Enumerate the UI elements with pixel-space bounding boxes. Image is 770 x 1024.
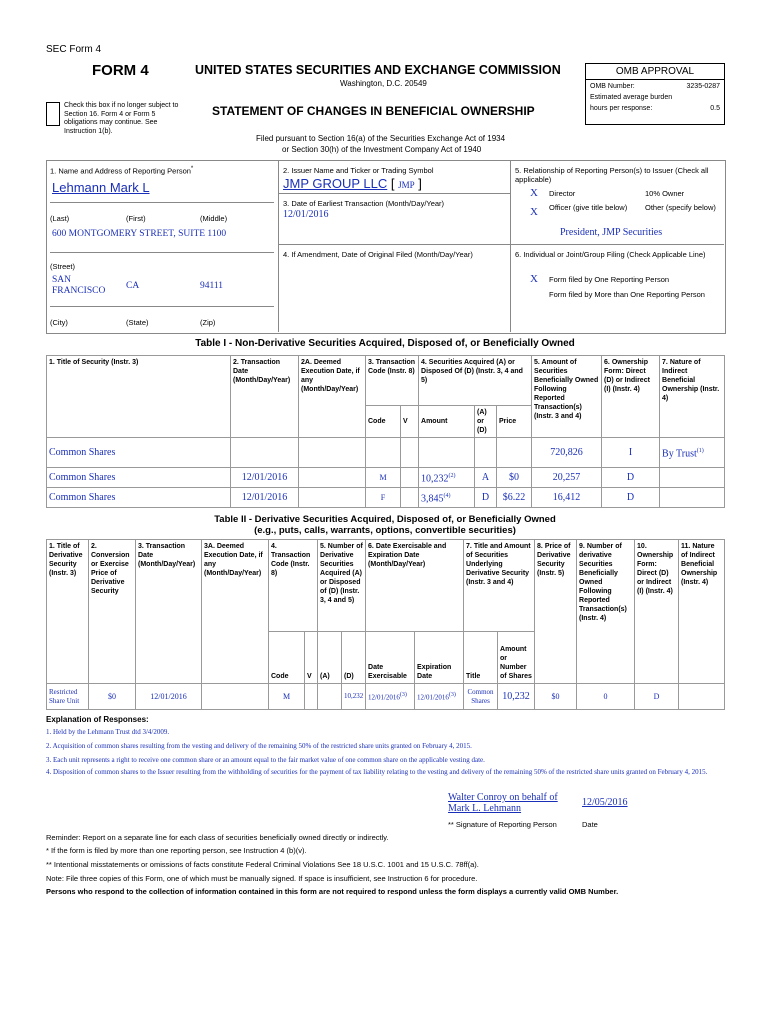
statement-title: STATEMENT OF CHANGES IN BENEFICIAL OWNERSHIP bbox=[212, 104, 535, 118]
issuer[interactable]: JMP GROUP LLC [ JMP ] bbox=[283, 176, 422, 191]
officer-title: President, JMP Securities bbox=[560, 227, 663, 238]
t2-sub-code: Code bbox=[269, 632, 305, 684]
t1-sub-v: V bbox=[401, 406, 419, 438]
t2-r0-price: $0 bbox=[89, 684, 136, 710]
signature-label: ** Signature of Reporting Person bbox=[448, 820, 557, 829]
t2-h-owned: 9. Number of derivative Securities Beneficially Owned Following Reported Transaction(s) (Instr. 4) bbox=[577, 540, 635, 684]
t1-r2-amount: 3,845$^{(4)}$ bbox=[419, 488, 475, 508]
t2-sub-title: Title bbox=[464, 632, 498, 684]
box5-label: 5. Relationship of Reporting Person(s) to Issuer (Check all applicable) bbox=[515, 166, 709, 184]
t2-r0-date: 12/01/2016 bbox=[136, 684, 202, 710]
omb-title: OMB APPROVAL bbox=[586, 64, 724, 80]
t1-r2-ad: D bbox=[475, 488, 497, 508]
director-label: Director bbox=[549, 189, 576, 198]
footer-line-4: Persons who respond to the collection of information contained in this form are not required to respond unless the form displays a currently valid OMB Number. bbox=[46, 887, 619, 896]
officer-check[interactable]: X bbox=[530, 206, 538, 218]
t1-r1-date: 12/01/2016 bbox=[231, 468, 299, 488]
t2-h-form: 10. Ownership Form: Direct (D) or Indirect (I) (Instr. 4) bbox=[635, 540, 679, 684]
location: Washington, D.C. 20549 bbox=[340, 79, 427, 88]
t1-r1-form: D bbox=[602, 468, 660, 488]
t2-h-price: 8. Price of Derivative Security (Instr. 5) bbox=[535, 540, 577, 684]
t2-h-underlying: 7. Title and Amount of Securities Underlying Derivative Security (Instr. 3 and 4) bbox=[464, 540, 535, 632]
t2-h-deemed: 3A. Deemed Execution Date, if any (Month/Day/Year) bbox=[202, 540, 269, 684]
t1-r0-price bbox=[497, 438, 532, 468]
state-value: CA bbox=[126, 281, 140, 291]
t2-h-exercisable: 6. Date Exercisable and Expiration Date (Month/Day/Year) bbox=[366, 540, 464, 632]
table-row bbox=[47, 468, 725, 488]
one-person-label: Form filed by One Reporting Person bbox=[549, 275, 670, 284]
t2-sub-exp: Expiration Date bbox=[415, 632, 464, 684]
t1-r2-price: $6.22 bbox=[497, 488, 532, 508]
first-label: (First) bbox=[126, 214, 146, 223]
t2-r0-title: Restricted Share Unit bbox=[47, 684, 89, 710]
t2-h-date: 3. Transaction Date (Month/Day/Year) bbox=[136, 540, 202, 684]
t1-h-title: 1. Title of Security (Instr. 3) bbox=[47, 356, 231, 438]
filed-line-1: Filed pursuant to Section 16(a) of the Securities Exchange Act of 1934 bbox=[256, 134, 506, 143]
t1-sub-ad: (A) or (D) bbox=[475, 406, 497, 438]
t2-r0-form: D bbox=[635, 684, 679, 710]
omb-number: 3235-0287 bbox=[686, 83, 720, 90]
t1-sub-price: Price bbox=[497, 406, 532, 438]
t1-r2-title: Common Shares bbox=[47, 488, 231, 508]
middle-label: (Middle) bbox=[200, 214, 228, 223]
t1-h-date: 2. Transaction Date (Month/Day/Year) bbox=[231, 356, 299, 438]
t1-r0-nature: By Trust$^{(1)}$ bbox=[660, 438, 725, 468]
t2-h-nature: 11. Nature of Indirect Beneficial Ownership (Instr. 4) bbox=[679, 540, 725, 684]
earliest-date: 12/01/2016 bbox=[283, 209, 329, 220]
t2-h-conversion: 2. Conversion or Exercise Price of Derivative Security bbox=[89, 540, 136, 684]
t2-sub-v: V bbox=[305, 632, 318, 684]
t1-h-nature: 7. Nature of Indirect Beneficial Ownership (Instr. 4) bbox=[660, 356, 725, 438]
more-person-label: Form filed by More than One Reporting Person bbox=[549, 290, 705, 299]
state-label: (State) bbox=[126, 318, 149, 327]
omb-box bbox=[585, 63, 725, 125]
table1-title: Table I - Non-Derivative Securities Acquired, Disposed of, or Beneficially Owned bbox=[195, 338, 575, 349]
box4-label: 4. If Amendment, Date of Original Filed (Month/Day/Year) bbox=[283, 250, 473, 259]
other-label: Other (specify below) bbox=[645, 203, 716, 212]
t1-sub-code: Code bbox=[366, 406, 401, 438]
footnote-3: 3. Each unit represents a right to receive one common share or an amount equal to the fair market value of one common share on the applicable vesting date. bbox=[46, 756, 485, 764]
signature-name: Walter Conroy on behalf of Mark L. Lehmann bbox=[448, 792, 558, 814]
reminder: Reminder: Report on a separate line for each class of securities beneficially owned directly or indirectly. bbox=[46, 833, 389, 842]
city-value: SAN FRANCISCO bbox=[52, 275, 106, 296]
street-value: 600 MONTGOMERY STREET, SUITE 1100 bbox=[52, 229, 227, 239]
t1-r1-nature bbox=[660, 468, 725, 488]
derivative-table bbox=[46, 539, 725, 710]
commission-title: UNITED STATES SECURITIES AND EXCHANGE COMMISSION bbox=[195, 63, 561, 77]
t1-h-securities: 4. Securities Acquired (A) or Disposed Of (D) (Instr. 3, 4 and 5) bbox=[419, 356, 532, 406]
t1-r2-form: D bbox=[602, 488, 660, 508]
t1-r2-code: F bbox=[366, 488, 401, 508]
t1-r0-title: Common Shares bbox=[47, 438, 231, 468]
t1-h-code: 3. Transaction Code (Instr. 8) bbox=[366, 356, 419, 406]
form-title: FORM 4 bbox=[92, 62, 149, 79]
director-check[interactable]: X bbox=[530, 187, 538, 199]
officer-label: Officer (give title below) bbox=[549, 203, 628, 212]
t1-r1-ad: A bbox=[475, 468, 497, 488]
t2-sub-amt: Amount or Number of Shares bbox=[498, 632, 535, 684]
explanation-title: Explanation of Responses: bbox=[46, 715, 149, 724]
t1-r2-nature bbox=[660, 488, 725, 508]
sec-form-label: SEC Form 4 bbox=[46, 44, 102, 55]
t1-r0-form: I bbox=[602, 438, 660, 468]
owner-label: 10% Owner bbox=[645, 189, 685, 198]
t1-r0-amount bbox=[419, 438, 475, 468]
t1-h-ownership: 6. Ownership Form: Direct (D) or Indirect (I) (Instr. 4) bbox=[602, 356, 660, 438]
t1-r1-price: $0 bbox=[497, 468, 532, 488]
footer-line-2: ** Intentional misstatements or omissions of facts constitute Federal Criminal Violations See 18 U.S.C. 1001 and 15 U.S.C. 78ff(a). bbox=[46, 860, 479, 869]
city-label: (City) bbox=[50, 318, 68, 327]
footnote-2: 2. Acquisition of common shares resulting from the vesting and delivery of the remaining 50% of the restricted share units granted on February 4, 2015. bbox=[46, 742, 472, 750]
t1-sub-amount: Amount bbox=[419, 406, 475, 438]
table-row bbox=[47, 488, 725, 508]
box1-label: 1. Name and Address of Reporting Person* bbox=[50, 166, 194, 176]
t1-r1-title: Common Shares bbox=[47, 468, 231, 488]
omb-burden-label: Estimated average burden bbox=[590, 94, 673, 101]
t1-h-deemed: 2A. Deemed Execution Date, if any (Month/Day/Year) bbox=[299, 356, 366, 438]
street-label: (Street) bbox=[50, 262, 76, 271]
t1-h-amount: 5. Amount of Securities Beneficially Owned Following Reported Transaction(s) (Instr. 3 and 4) bbox=[532, 356, 602, 438]
omb-hours: 0.5 bbox=[710, 105, 720, 112]
footnote-4: 4. Disposition of common shares to the Issuer resulting from the withholding of securities for the payment of tax liability relating to the vesting and delivery of the remaining 50% of the restricted share units granted on February 4, 2015. bbox=[46, 768, 708, 776]
one-person-check[interactable]: X bbox=[530, 273, 538, 285]
reporting-person-name[interactable]: Lehmann Mark L bbox=[52, 180, 150, 195]
omb-hours-label: hours per response: bbox=[590, 105, 653, 112]
t2-r0-exer: 12/01/2016$^{(3)}$ bbox=[366, 684, 415, 710]
t2-r0-dprice: $0 bbox=[535, 684, 577, 710]
footer-line-1: * If the form is filed by more than one reporting person, see Instruction 4 (b)(v). bbox=[46, 846, 307, 855]
filed-line-2: or Section 30(h) of the Investment Company Act of 1940 bbox=[282, 145, 482, 154]
t2-r0-owned: 0 bbox=[577, 684, 635, 710]
t1-r0-date bbox=[231, 438, 299, 468]
t1-r1-amount: 10,232$^{(2)}$ bbox=[419, 468, 475, 488]
footer-line-3: Note: File three copies of this Form, one of which must be manually signed. If space is insufficient, see Instruction 6 for procedure. bbox=[46, 874, 478, 883]
t1-r2-date: 12/01/2016 bbox=[231, 488, 299, 508]
t2-r0-utitle: Common Shares bbox=[464, 684, 498, 710]
t1-r1-code: M bbox=[366, 468, 401, 488]
t1-r2-owned: 16,412 bbox=[532, 488, 602, 508]
t1-r0-ad bbox=[475, 438, 497, 468]
table-row bbox=[47, 438, 725, 468]
omb-number-label: OMB Number: bbox=[590, 83, 635, 90]
box3-label: 3. Date of Earliest Transaction (Month/Day/Year) bbox=[283, 199, 445, 208]
table-row bbox=[47, 684, 725, 710]
signature-date-label: Date bbox=[582, 820, 598, 829]
last-label: (Last) bbox=[50, 214, 70, 223]
box6-label: 6. Individual or Joint/Group Filing (Check Applicable Line) bbox=[515, 250, 706, 259]
no-longer-subject-checkbox[interactable] bbox=[46, 102, 60, 126]
box2-label: 2. Issuer Name and Ticker or Trading Symbol bbox=[283, 166, 434, 175]
checkbox-text: Check this box if no longer subject to Section 16. Form 4 or Form 5 obligations may continue. See Instruction 1(b). bbox=[64, 102, 179, 135]
t2-h-title: 1. Title of Derivative Security (Instr. 3) bbox=[47, 540, 89, 684]
t2-r0-exp: 12/01/2016$^{(3)}$ bbox=[415, 684, 464, 710]
footnote-1: 1. Held by the Lehmann Trust dtd 3/4/2009. bbox=[46, 728, 170, 736]
t2-sub-a: (A) bbox=[318, 632, 342, 684]
t1-r0-owned: 720,826 bbox=[532, 438, 602, 468]
t2-sub-exer: Date Exercisable bbox=[366, 632, 415, 684]
zip-label: (Zip) bbox=[200, 318, 216, 327]
non-derivative-table bbox=[46, 355, 725, 508]
t1-r0-code bbox=[366, 438, 401, 468]
t2-r0-code: M bbox=[269, 684, 305, 710]
t2-h-code: 4. Transaction Code (Instr. 8) bbox=[269, 540, 318, 632]
t2-h-number: 5. Number of Derivative Securities Acquired (A) or Disposed of (D) (Instr. 3, 4 and 5) bbox=[318, 540, 366, 632]
t2-r0-uamt: 10,232 bbox=[498, 684, 535, 710]
zip-value: 94111 bbox=[200, 281, 224, 291]
t1-r1-owned: 20,257 bbox=[532, 468, 602, 488]
table2-title: Table II - Derivative Securities Acquired, Disposed of, or Beneficially Owned (e.g., puts, calls, warrants, options, convertible securities) bbox=[214, 514, 556, 536]
signature-date: 12/05/2016 bbox=[582, 797, 628, 808]
t2-r0-d: 10,232 bbox=[342, 684, 366, 710]
t2-sub-d: (D) bbox=[342, 632, 366, 684]
